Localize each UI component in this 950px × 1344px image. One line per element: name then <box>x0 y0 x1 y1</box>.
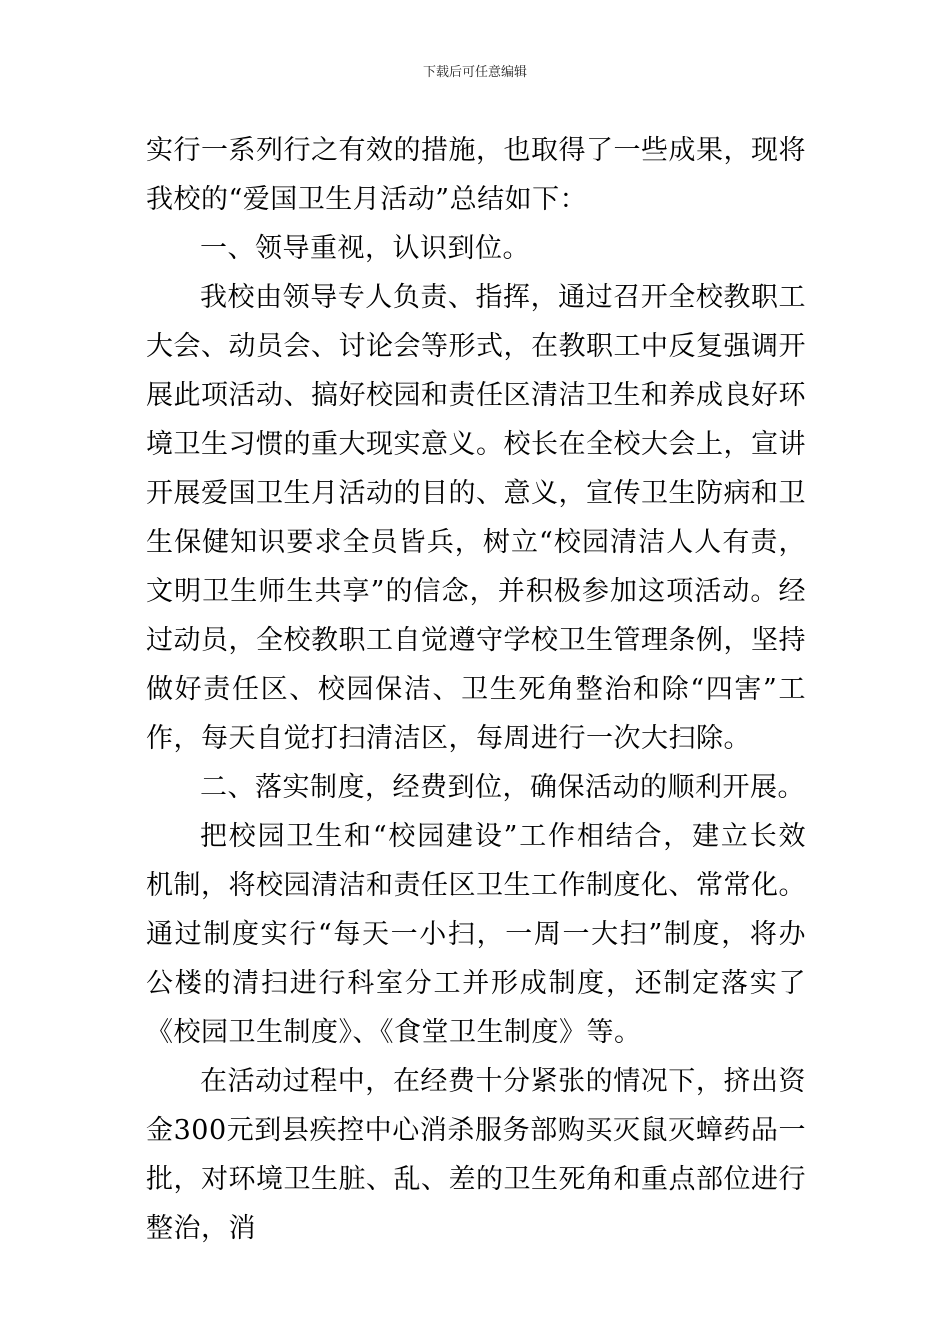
paragraph: 把校园卫生和“校园建设”工作相结合，建立长效机制，将校园清洁和责任区卫生工作制度化、常常化。通过制度实行“每天一小扫，一周一大扫”制度，将办公楼的清扫进行科室分工并形成制度，还制定落实了《校园卫生制度》、《食堂卫生制度》等。 <box>146 821 806 1048</box>
paragraph: 实行一系列行之有效的措施，也取得了一些成果，现将我校的“爱国卫生月活动”总结如下： <box>146 135 806 215</box>
paragraph: 在活动过程中，在经费十分紧张的情况下，挤出资金300元到县疾控中心消杀服务部购买灭鼠灭蟑药品一批，对环境卫生脏、乱、差的卫生死角和重点部位进行整治，消 <box>146 1066 806 1244</box>
header-note: 下载后可任意编辑 <box>422 65 527 80</box>
body-text <box>146 126 806 1253</box>
section-heading: 一、领导重视，认识到位。 <box>200 233 530 264</box>
paragraph: 我校由领导专人负责、指挥，通过召开全校教职工大会、动员会、讨论会等形式，在教职工中反复强调开展此项活动、搞好校园和责任区清洁卫生和养成良好环境卫生习惯的重大现实意义。校长在全校大会上，宣讲开展爱国卫生月活动的目的、意义，宣传卫生防病和卫生保健知识要求全员皆兵，树立“校园清洁人人有责，文明卫生师生共享”的信念，并积极参加这项活动。经过动员，全校教职工自觉遵守学校卫生管理条例，坚持做好责任区、校园保洁、卫生死角整治和除“四害”工作，每天自觉打扫清洁区，每周进行一次大扫除。 <box>146 282 806 754</box>
section-heading: 二、落实制度，经费到位，确保活动的顺利开展。 <box>200 772 805 803</box>
